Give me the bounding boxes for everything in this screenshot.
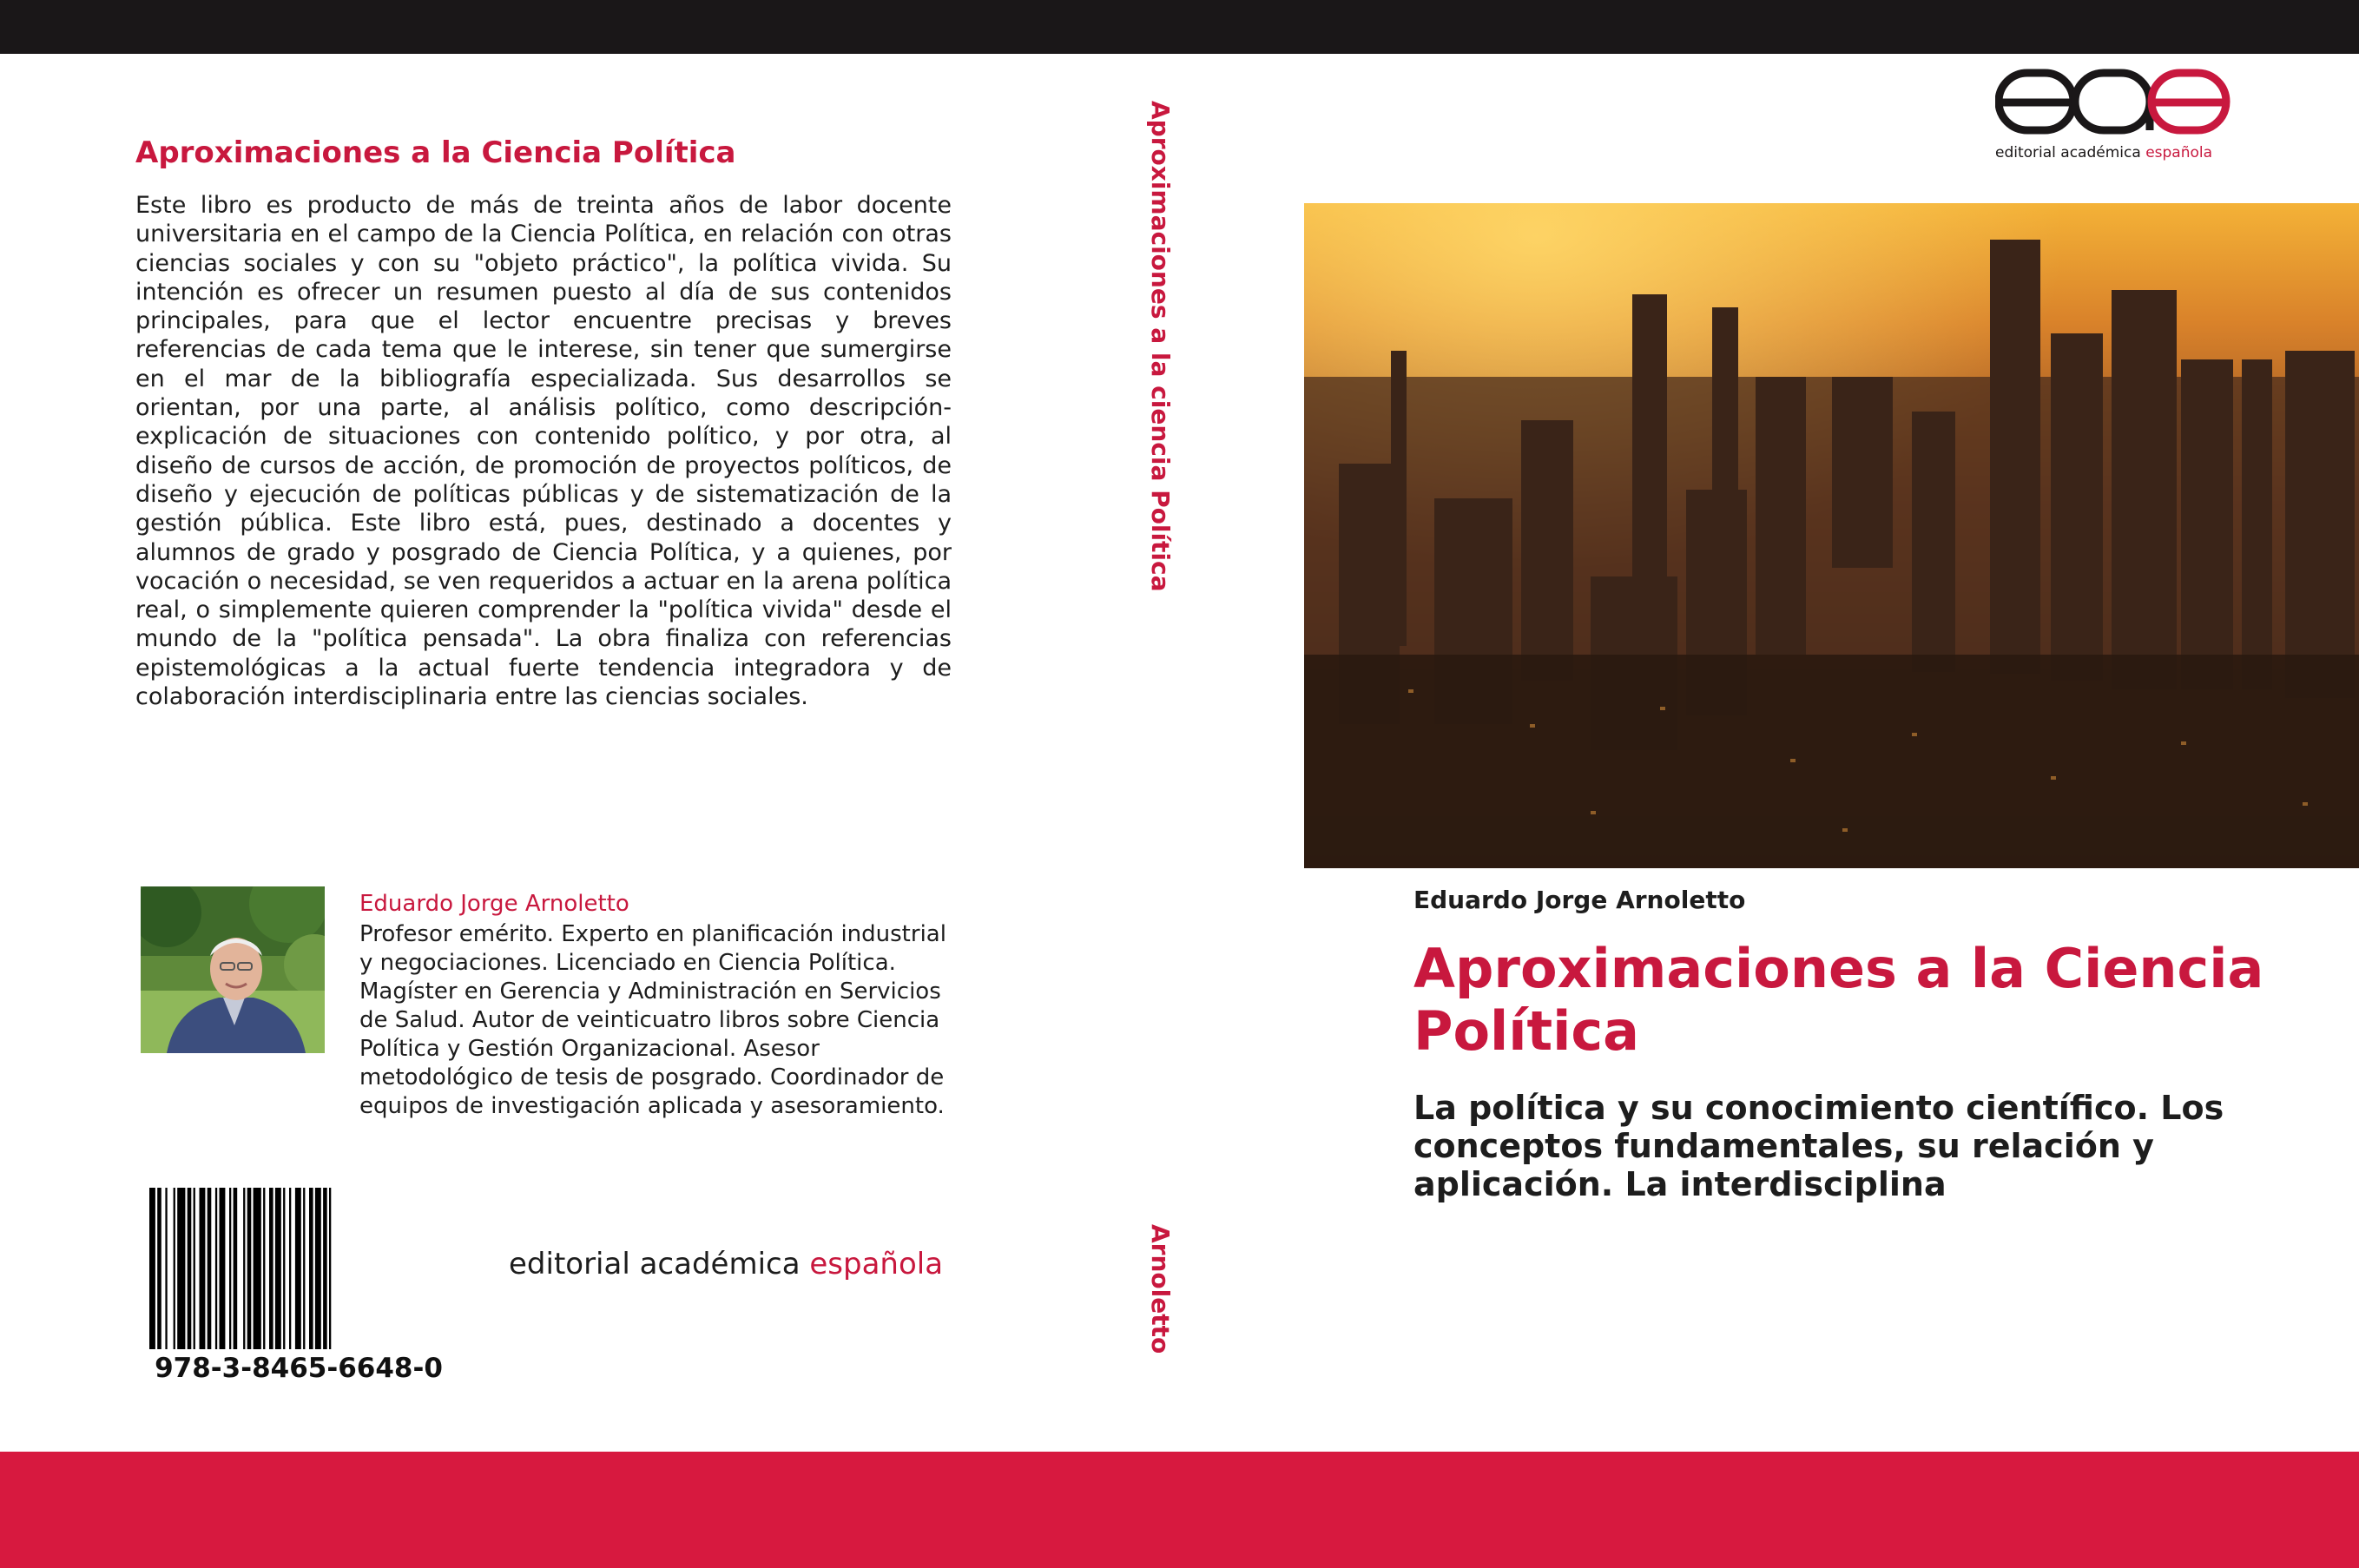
top-band bbox=[0, 0, 2359, 54]
front-subtitle: La política y su conocimiento científico. Los conceptos fundamentales, su relación y aplicación. La interdisciplina bbox=[1413, 1089, 2224, 1203]
eae-logo-mark bbox=[1995, 68, 2231, 142]
back-imprint bbox=[509, 1247, 943, 1281]
isbn-number: 978-3-8465-6648-0 bbox=[155, 1353, 443, 1384]
back-cover-blurb: Este libro es producto de más de treinta años de labor docente universitaria en el campo de la Ciencia Política, en relación con otras ciencias sociales y con su "objeto práctico", la política vivida. Su intención es ofrecer un resumen puesto al día de sus contenidos principales, para que el lector encuentre precisas y breves referencias de cada tema que le interese, sin tener que sumergirse en el mar de la bibliografía especializada. Sus desarrollos se orientan, por una parte, al análisis político, como descripción-explicación de situaciones con contenido político, y por otra, al diseño de cursos de acción, de promoción de proyectos políticos, de diseño y ejecución de políticas públicas y de sistematización de la gestión pública. Este libro está, pues, destinado a docentes y alumnos de grado y posgrado de Ciencia Política, y a quienes, por vocación o necesidad, se ven requeridos a actuar en la arena política real, o simplemente quieren comprender la "política vivida" desde el mundo de la "política pensada". La obra finaliza con referencias epistemológicas a la actual fuerte tendencia integradora y de colaboración interdisciplinaria entre las ciencias sociales. bbox=[135, 192, 952, 711]
cover-city-sunset-photo bbox=[1304, 203, 2359, 868]
logo-text bbox=[1995, 144, 2212, 161]
front-title: Aproximaciones a la Ciencia Política bbox=[1413, 937, 2264, 1063]
logo-text-accent: española bbox=[2145, 144, 2213, 161]
spine-author: Arnoletto bbox=[1146, 1224, 1175, 1354]
imprint-accent: española bbox=[809, 1247, 944, 1281]
front-author: Eduardo Jorge Arnoletto bbox=[1413, 886, 1746, 914]
bottom-band bbox=[0, 1452, 2359, 1568]
publisher-logo bbox=[1995, 68, 2231, 161]
logo-text-main: editorial académica bbox=[1995, 144, 2141, 161]
author-photo bbox=[141, 886, 325, 1053]
author-bio: Profesor emérito. Experto en planificación industrial y negociaciones. Licenciado en Ciencia Política. Magíster en Gerencia y Administración en Servicios de Salud. Autor de veinticuatro libros sobre Ciencia Política y Gestión Organizacional. Asesor metodológico de tesis de posgrado. Coordinador de equipos de investigación aplicada y asesoramiento. bbox=[359, 921, 946, 1119]
isbn-barcode bbox=[149, 1188, 448, 1349]
back-cover-title: Aproximaciones a la Ciencia Política bbox=[135, 135, 736, 170]
spine-title: Aproximaciones a la ciencia Política bbox=[1146, 101, 1175, 592]
bio-author-name: Eduardo Jorge Arnoletto bbox=[359, 891, 629, 917]
imprint-main: editorial académica bbox=[509, 1247, 801, 1281]
